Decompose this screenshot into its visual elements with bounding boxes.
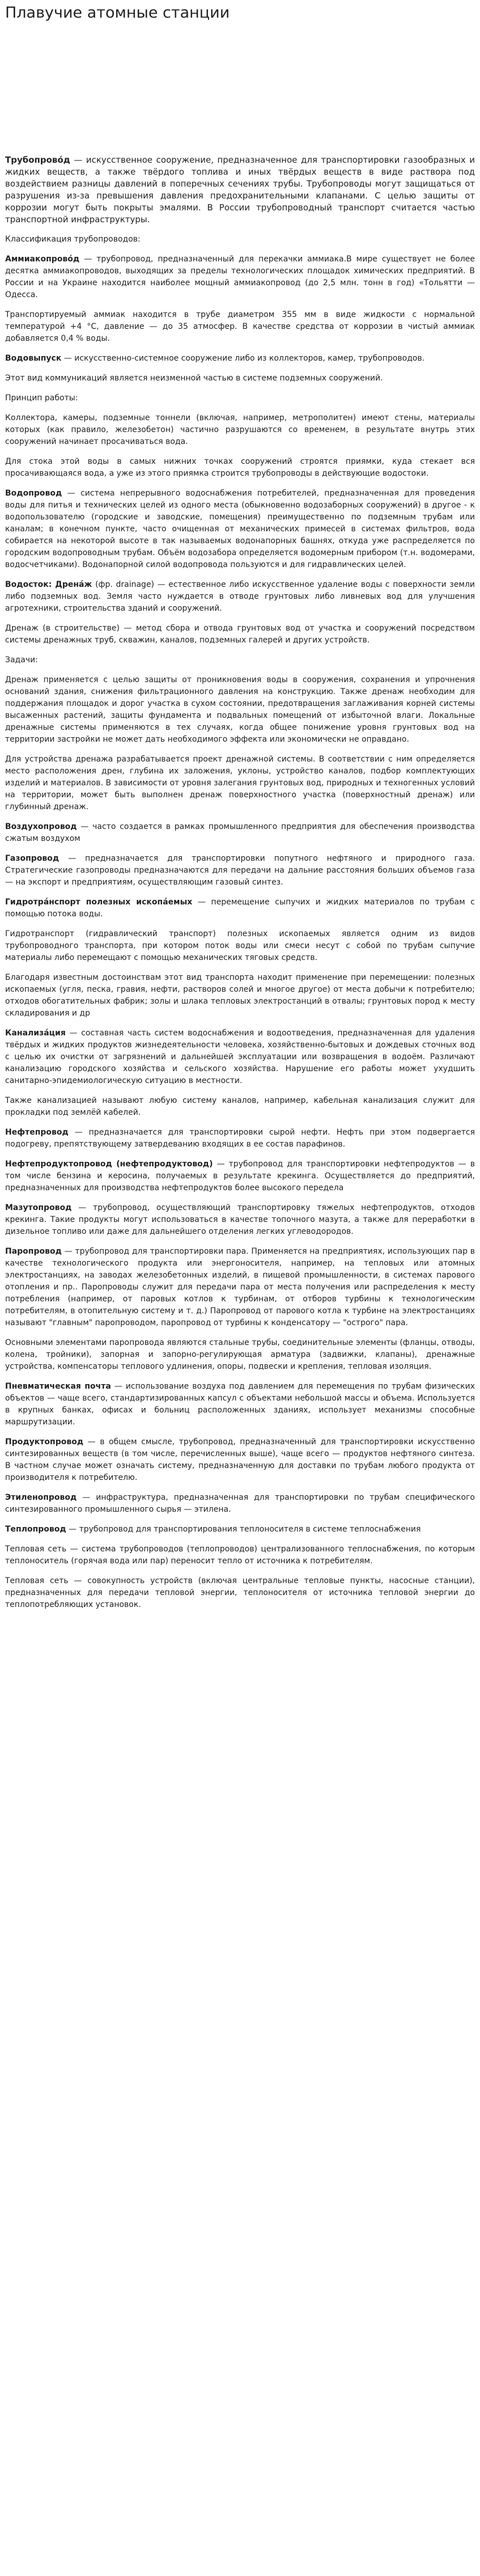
term: Продуктопровод [5,1437,84,1446]
paragraph-text: Принцип работы: [5,394,78,403]
paragraph-text: — трубопровод для транспортирования теплоносителя в системе теплоснабжения [66,1525,421,1534]
paragraph [5,1246,475,1329]
term: Водопровод [5,489,62,498]
term: Водосток: Дрена́ж [5,580,92,589]
paragraph [5,821,475,845]
paragraph [5,896,475,920]
paragraph [5,412,475,448]
paragraph-text: — перемещение сыпучих и жидких материалов по трубам с помощью потока воды. [5,898,475,919]
paragraph [5,1095,475,1119]
term: Мазутопровод [5,1203,72,1212]
paragraph [5,1436,475,1484]
paragraph-text: Коллектора, камеры, подземные тоннели (включая, например, метрополитен) имеют стены, материалы которых (как правило, железобетон) частично разрушаются со временем, в результате внутрь этих сооружений начинает просачиваться вода. [5,413,475,446]
paragraph-text: — в общем смысле, трубопровод, предназначенный для транспортировки искусственно синтезированных веществ (в том числе, перечисленных выше), чаще всего — продуктов нефтяного синтеза. В частном случае может означать систему, предназначенную для доставки по трубам любого продукта от производителя к потребителю. [5,1437,475,1482]
paragraph-text: Основными элементами паропровода являются стальные трубы, соединительные элементы (фланцы, отводы, колена, тройники), запорная и запорно-регулирующая арматура (задвижки, клапаны), дренажные устройства, компенсаторы теплового удлинения, опоры, подвески и крепления, тепловая изоляция. [5,1338,475,1371]
paragraph [5,392,475,404]
paragraph [5,1381,475,1428]
paragraph-text: Дренаж (в строительстве) — метод сбора и отвода грунтовых вод от участка и сооружений посредством системы дренажных труб, скважин, каналов, подземных галерей и других устройств. [5,624,475,645]
term: Канализа́ция [5,1029,66,1038]
paragraph-text: Задачи: [5,655,38,665]
paragraph-text: Благодаря известным достоинствам этот вид транспорта находит применение при перемещении: полезных ископаемых (угля, песка, гравия, нефти, растворов солей и многое другое) от места добычи к потребителю; отходов обогатительных фабрик; золы и шлака тепловых электростанций в отвалы; грунтовых пород к месту складирования и др [5,973,475,1018]
paragraph [5,353,475,365]
paragraph [5,373,475,384]
paragraph [5,1337,475,1373]
paragraph-text: Также канализацией называют любую систему каналов, например, кабельная канализация служит для прокладки под землёй кабелей. [5,1096,475,1117]
paragraph-text: Этот вид коммуникаций является неизменной частью в системе подземных сооружений. [5,374,383,383]
paragraph-text: — предназначается для транспортировки сырой нефти. Нефть при этом подвергается подогреву, препятствующему затвердеванию входящих в ее состав парафинов. [5,1128,475,1149]
paragraph-text: — трубопровод для транспортировки нефтепродуктов — в том числе бензина и керосина, получаемых в результате крекинга. Осуществляется до предприятий, предназначенных для производства нефтепродуктов более высокого передела [5,1160,475,1192]
paragraph-text: — трубопровод для транспортировки пара. Применяется на предприятиях, использующих пар в качестве технологического продукта или энергоносителя, например, на тепловых или атомных электростанциях, на заводах железобетонных изделий, в пищевой промышленности, в системах парового отопления и пр.. Паропроводы служит для передачи пара от места получения или распределения к месту потребления (например, от паровых котлов к турбинам, от отборов турбины к технологическим потребителям, в отопительную систему и т. д.) Паропровод от парового котла к турбине на электростанциях называют "главным" паропроводом, паропровод от турбины к конденсатору — "острого" пара. [5,1247,475,1327]
page-title: Плавучие атомные станции [5,4,230,22]
paragraph [5,928,475,964]
paragraph-text: Транспортируемый аммиак находится в трубе диаметром 355 мм в виде жидкости с нормальной температурой +4 °С, давление — до 35 атмосфер. В качестве средства от коррозии в чистый аммиак добавляется 0,4 % воды. [5,310,475,343]
blank-area [5,23,475,154]
article-body [5,154,475,1611]
paragraph-text: Для стока этой воды в самых нижних точках сооружений строятся приямки, куда стекает вся просачивающаяся вода, а уже из этого приямка строится трубопроводы в действующие водостоки. [5,457,475,478]
paragraph-text: Гидротранспорт (гидравлический транспорт) полезных ископаемых является одним из видов трубопроводного транспорта, при котором поток воды или смеси несут с собой по трубам сыпучие материалы либо перемещают с помощью механических тяговых средств. [5,929,475,962]
paragraph [5,1524,475,1536]
paragraph-text: Тепловая сеть — совокупность устройств (включая центральные тепловые пункты, насосные станции), предназначенных для передачи тепловой энергии, теплоносителя от источника тепловой энергии до теплопотребляющих установок. [5,1576,475,1609]
paragraph [5,1127,475,1150]
paragraph [5,654,475,666]
paragraph-text: Тепловая сеть — система трубопроводов (теплопроводов) централизованного теплоснабжения, по которым теплоноситель (горячая вода или пар) переносит тепло от источника к потребителям. [5,1545,475,1566]
term: Пневматическая почта [5,1382,111,1391]
paragraph [5,1158,475,1194]
term: Водовыпуск [5,354,62,363]
paragraph [5,754,475,813]
paragraph-text: — использование воздуха под давлением для перемещения по трубам физических объектов — чаще всего, стандартизированных капсул с объектами небольшой массы и объема. Используется в крупных банках, офисах и больниц расположенных зданиях, использует механизмы способные маршрутизации. [5,1382,475,1427]
paragraph [5,623,475,646]
term: Этиленопровод [5,1493,77,1502]
paragraph [5,154,475,226]
paragraph [5,234,475,246]
paragraph-text: — система непрерывного водоснабжения потребителей, предназначенная для проведения воды для питья и технических целей из одного места (обыкновенно водозаборных сооружений) в другое - к водопользователю (городские и заводские, помещения) преимущественно по подземным трубам или каналам; в конечном пункте, часто очищенная от механических примесей в системах фильтров, вода собирается на некоторой высоте в так называемых водонапорных башнях, откуда уже распределяется по городским водопроводным трубам. Объём водозабора определяется водомерным прибором (т.н. водомерами, водосчетчиками). Водонапорной силой водопровода пользуются и для гидравлических целей. [5,489,475,569]
paragraph-text: — инфраструктура, предназначенная для транспортировки по трубам специфического синтезированного промышленного сырья — этилена. [5,1493,475,1514]
paragraph [5,1027,475,1087]
paragraph-text: — трубопровод, осуществляющий транспортировку тяжелых нефтепродуктов, отходов крекинга. Такие продукты могут использоваться в качестве топочного мазута, а также для переработки в дизельное топливо или даже для дальнейшего отделения легких углеводородов. [5,1203,475,1236]
paragraph-text: — трубопровод, предназначенный для перекачки аммиака.В мире существует не более десятка аммиакопроводов, выходящих за пределы технологических площадок химических предприятий. В России и на Украине находится наиболее мощный аммиакопровод (до 2,5 млн. тонн в год) «Тольятти — Одесса. [5,255,475,299]
paragraph-text: — искусственно-системное сооружение либо из коллекторов, камер, трубопроводов. [61,354,425,363]
term: Паропровод [5,1247,62,1256]
paragraph [5,1202,475,1238]
paragraph [5,1575,475,1611]
paragraph [5,674,475,746]
paragraph [5,309,475,345]
paragraph-text: (фр. drainage) — естественное либо искусственное удаление воды с поверхности земли либо подземных вод. Земля часто нуждается в отводе грунтовых либо ливневых вод для улучшения агротехники, строительства зданий и сооружений. [5,580,475,613]
paragraph [5,456,475,480]
paragraph-text: — искусственное сооружение, предназначенное для транспортировки газообразных и жидких веществ, а также твёрдого топлива и иных твёрдых веществ в виде раствора под воздействием разницы давлений в поперечных сечениях трубы. Трубопроводы могут защищаться от разрушения из-за превышения давления предохранительными клапанами. С целью защиты от коррозии могут быть покрыты эмалями. В России трубопроводный транспорт считается частью транспортной инфраструктуры. [5,155,475,225]
paragraph [5,488,475,571]
term: Теплопровод [5,1525,66,1534]
paragraph [5,853,475,889]
paragraph [5,253,475,301]
term: Воздухопровод [5,822,77,831]
paragraph [5,1492,475,1516]
paragraph [5,1543,475,1567]
paragraph-text: — предназначается для транспортировки попутного нефтяного и природного газа. Стратегические газопроводы предназначаются для передачи на дальние расстояния больших объемов газа — на экспорт и предприятиям, осуществляющим газовый синтез. [5,854,475,887]
term: Трубопрово́д [5,155,70,165]
paragraph-text: Для устройства дренажа разрабатывается проект дренажной системы. В соответствии с ним определяется место расположения дрен, глубина их заложения, уклоны, устройство каналов, подбор комплектующих изделий и материалов. В зависимости от уровня залегания грунтовых вод, природных и техногенных условий на территории, может быть выполнен дренаж поверхностного участка (поверхностный дренаж) или глубинный дренаж. [5,755,475,811]
paragraph-text: Классификация трубопроводов: [5,235,141,244]
paragraph-text: — часто создается в рамках промышленного предприятия для обеспечения производства сжатым воздухом [5,822,475,843]
term: Нефтепродуктопровод (нефтепродуктовод) [5,1160,213,1169]
term: Аммиакопрово́д [5,255,80,264]
paragraph-text: Дренаж применяется с целью защиты от проникновения воды в сооружения, сохранения и упрочнения оснований здания, снижения фильтрационного давления на конструкцию. Также дренаж необходим для поддержания площадок и дорог участка в сухом состоянии, предотвращения заглаживания корней системы высаженных растений, защиты фундамента и подвальных помещений от избыточной влаги. Локальные дренажные системы применяются в тех случаях, когда общее понижение уровня грунтовых вод на территории застройки не может дать необходимого эффекта или экономически не оправдано. [5,675,475,744]
paragraph [5,972,475,1020]
paragraph-text: — составная часть систем водоснабжения и водоотведения, предназначенная для удаления твёрдых и жидких продуктов жизнедеятельности человека, хозяйственно-бытовых и дождевых сточных вод с целью их очистки от загрязнений и дальнейшей эксплуатации или возвращения в водоём. Различают канализацию городского хозяйства и сельского хозяйства. Нарушение его работы может ухудшить санитарно-эпидемиологическую ситуацию в местности. [5,1029,475,1085]
term: Нефтепровод [5,1128,69,1137]
paragraph [5,579,475,615]
term: Газопровод [5,854,60,863]
term: Гидротра́нспорт полезных ископа́емых [5,898,193,907]
